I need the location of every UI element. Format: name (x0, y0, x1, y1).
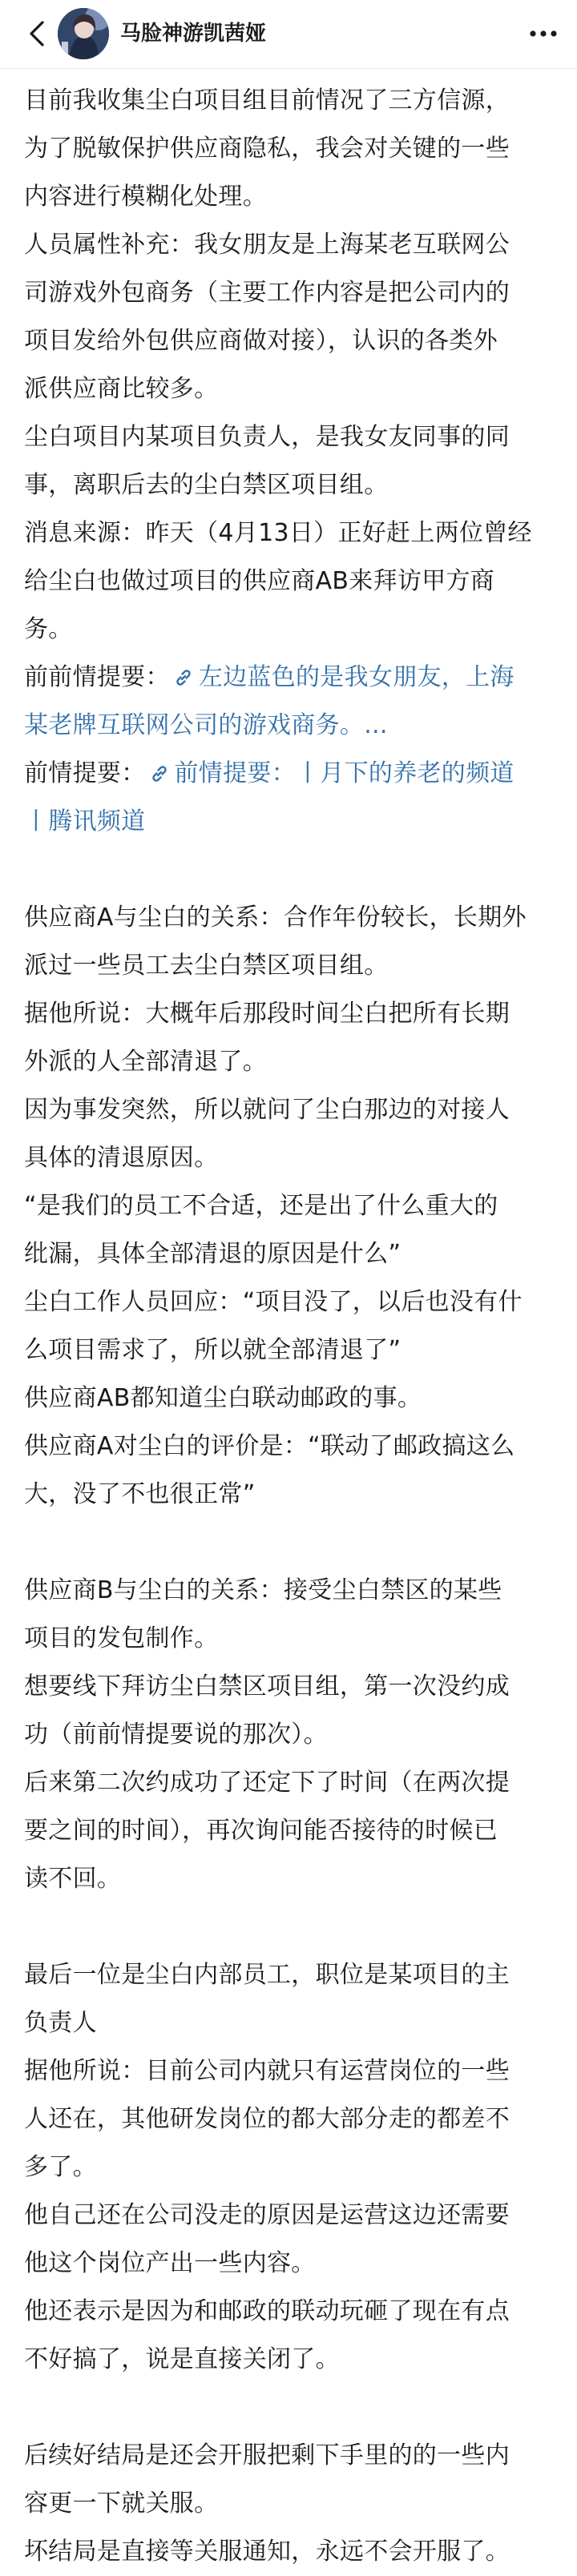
text-line (24, 2528, 558, 2576)
post-link[interactable]: 左边蓝色的是我女朋友，上海 (198, 663, 514, 691)
text-line (24, 557, 558, 606)
line-text: 后续好结局是还会开服把剩下手里的的一些内 (24, 2441, 510, 2469)
username[interactable]: 马脸神游凯茜娅 (120, 22, 267, 46)
link-icon[interactable] (173, 657, 194, 705)
blank-line (24, 2384, 558, 2432)
text-line (24, 461, 558, 509)
line-text: 要之间的时间），再次询问能否接待的时候已 (24, 1817, 498, 1845)
line-text: 人员属性补充：我女朋友是上海某老互联网公 (24, 231, 510, 259)
post-link[interactable]: 前情提要：丨月下的养老的频道 (174, 759, 514, 787)
line-text: 尘白工作人员回应：“项目没了，以后也没有什 (24, 1288, 523, 1316)
line-text: 坏结局是直接等关服通知，永远不会开服了。 (24, 2538, 510, 2566)
text-line (24, 1134, 558, 1182)
line-text: 前前情提要： (24, 663, 170, 691)
text-line (24, 1375, 558, 1423)
line-text: 他还表示是因为和邮政的联动玩砸了现在有点 (24, 2297, 510, 2325)
line-text: 司游戏外包商务（主要工作内容是把公司内的 (24, 279, 510, 307)
line-text: 目前我收集尘白项目组目前情况了三方信源， (24, 87, 510, 115)
text-line (24, 77, 558, 125)
top-bar (0, 0, 577, 69)
text-line (24, 413, 558, 461)
text-line (24, 2432, 558, 2480)
text-line (24, 1663, 558, 1711)
back-button[interactable] (22, 18, 54, 50)
text-line (24, 1182, 558, 1230)
text-line (24, 1086, 558, 1134)
text-line (24, 702, 558, 750)
text-line (24, 1711, 558, 1759)
line-text: 项目发给外包供应商做对接），认识的各类外 (24, 327, 498, 355)
text-line (24, 365, 558, 413)
text-line (24, 750, 558, 798)
text-line (24, 990, 558, 1038)
text-line (24, 269, 558, 317)
text-line (24, 1951, 558, 1999)
text-line (24, 2095, 558, 2143)
avatar-image (58, 8, 109, 59)
post-link[interactable]: 某老牌互联网公司的游戏商务。... (24, 711, 388, 739)
text-line (24, 654, 558, 702)
line-text: 容更一下就关服。 (24, 2489, 219, 2518)
text-line (24, 221, 558, 269)
blank-line (24, 1903, 558, 1951)
line-text: 最后一位是尘白内部员工，职位是某项目的主 (24, 1961, 510, 1989)
text-line (24, 1759, 558, 1807)
line-text: 他这个岗位产出一些内容。 (24, 2249, 316, 2277)
blank-line (24, 1519, 558, 1567)
text-line (24, 798, 558, 846)
line-text: 具体的清退原因。 (24, 1144, 219, 1172)
line-text: 负责人 (24, 2009, 97, 2037)
line-text: “是我们的员工不合适，还是出了什么重大的 (24, 1192, 498, 1220)
text-line (24, 1807, 558, 1855)
text-line (24, 942, 558, 990)
text-line (24, 2240, 558, 2288)
line-text: 多了。 (24, 2153, 97, 2181)
line-text: 前情提要： (24, 759, 146, 787)
line-text: 供应商B与尘白的关系：接受尘白禁区的某些 (24, 1576, 502, 1604)
avatar[interactable] (58, 8, 109, 59)
chevron-left-icon (22, 18, 54, 50)
text-line (24, 1278, 558, 1326)
line-text: 据他所说：目前公司内就只有运营岗位的一些 (24, 2057, 510, 2085)
line-text: 因为事发突然，所以就问了尘白那边的对接人 (24, 1096, 510, 1124)
line-text: 功（前前情提要说的那次）。 (24, 1721, 328, 1749)
line-text: 供应商A对尘白的评价是：“联动了邮政搞这么 (24, 1432, 515, 1460)
text-line (24, 1999, 558, 2047)
line-text: 不好搞了，说是直接关闭了。 (24, 2345, 340, 2373)
line-text: 外派的人全部清退了。 (24, 1048, 267, 1076)
line-text: 读不回。 (24, 1865, 122, 1893)
line-text: 么项目需求了，所以就全部清退了” (24, 1336, 401, 1364)
text-line (24, 2480, 558, 2528)
text-line (24, 173, 558, 221)
line-text: 想要线下拜访尘白禁区项目组，第一次没约成 (24, 1672, 510, 1701)
line-text: 消息来源：昨天（4月13日）正好赶上两位曾经 (24, 519, 532, 547)
text-line (24, 1230, 558, 1278)
link-icon[interactable] (149, 753, 170, 801)
text-line (24, 1855, 558, 1903)
line-text: 他自己还在公司没走的原因是运营这边还需要 (24, 2201, 510, 2229)
line-text: 大，没了不也很正常” (24, 1480, 256, 1508)
post-link[interactable]: 丨腾讯频道 (24, 807, 146, 835)
line-text: 供应商AB都知道尘白联动邮政的事。 (24, 1384, 422, 1412)
text-line (24, 1423, 558, 1471)
line-text: 人还在，其他研发岗位的都大部分走的都差不 (24, 2105, 510, 2133)
text-line (24, 1471, 558, 1519)
post-body (24, 77, 558, 2576)
line-text: 纰漏，具体全部清退的原因是什么” (24, 1240, 401, 1268)
line-text: 项目的发包制作。 (24, 1624, 219, 1652)
line-text: 务。 (24, 615, 73, 643)
text-line (24, 894, 558, 942)
text-line (24, 1038, 558, 1086)
text-line (24, 509, 558, 557)
line-text: 供应商A与尘白的关系：合作年份较长，长期外 (24, 904, 527, 932)
text-line (24, 2288, 558, 2336)
line-text: 尘白项目内某项目负责人，是我女友同事的同 (24, 423, 510, 451)
more-button[interactable] (526, 18, 561, 50)
blank-line (24, 846, 558, 894)
line-text: 后来第二次约成功了还定下了时间（在两次提 (24, 1769, 510, 1797)
text-line (24, 1615, 558, 1663)
text-line (24, 125, 558, 173)
line-text: 给尘白也做过项目的供应商AB来拜访甲方商 (24, 567, 495, 595)
line-text: 为了脱敏保护供应商隐私，我会对关键的一些 (24, 135, 510, 163)
text-line (24, 606, 558, 654)
line-text: 事，离职后去的尘白禁区项目组。 (24, 471, 389, 499)
text-line (24, 2143, 558, 2192)
text-line (24, 2047, 558, 2095)
text-line (24, 317, 558, 365)
line-text: 派供应商比较多。 (24, 375, 219, 403)
line-text: 内容进行模糊化处理。 (24, 183, 267, 211)
text-line (24, 2192, 558, 2240)
more-dots-icon (526, 18, 561, 50)
text-line (24, 2336, 558, 2384)
line-text: 派过一些员工去尘白禁区项目组。 (24, 952, 389, 980)
text-line (24, 1567, 558, 1615)
line-text: 据他所说：大概年后那段时间尘白把所有长期 (24, 1000, 510, 1028)
text-line (24, 1326, 558, 1375)
